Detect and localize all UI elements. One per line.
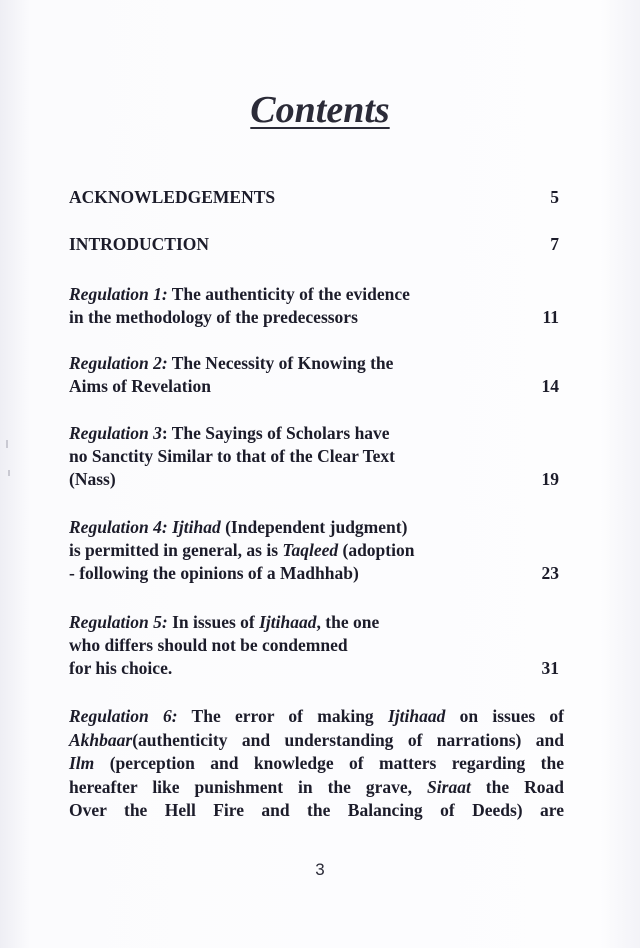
scan-speck [6,440,8,448]
toc-entry-text: Aims of Revelation [69,376,211,396]
toc-entry-text: the Road [470,776,564,797]
toc-entry-text: Over the Hell Fire and the Balancing of Deeds) are [69,800,564,820]
toc-page-number: 7 [550,234,559,254]
toc-entry-text: (authenticity and understanding of narrations) and [132,729,564,750]
regulation-label: Regulation 6: [69,706,178,726]
toc-entry-text: (Nass) [69,469,116,489]
toc-entry-regulation-4 [69,516,559,585]
italic-term: Taqleed [282,540,339,560]
toc-page-number: 19 [541,469,559,489]
toc-entry-text: on issues of [445,706,564,726]
toc-entry-text: ACKNOWLEDGEMENTS [69,187,276,207]
toc-entry-text: (Independent judgment) [220,517,408,537]
regulation-label: Regulation 4: [69,517,168,537]
italic-term: Ijtihad [172,517,221,537]
italic-term: Akhbaar [69,729,133,750]
toc-entry-text: hereafter like punishment in the grave, [69,776,428,797]
italic-term: Ilm [69,753,95,773]
toc-entry-text: (perception and knowledge of matters regarding the [94,753,564,773]
toc-entry-text: who differs should not be condemned [69,635,348,655]
toc-entry-text: for his choice. [69,658,173,678]
toc-entry-regulation-5 [69,611,559,680]
toc-entry-text: The error of making [177,706,388,726]
regulation-label: Regulation 2: [69,353,168,373]
toc-page-number: 23 [541,563,559,583]
toc-entry-text: is permitted in general, as is [69,540,283,560]
toc-page-number: 14 [541,376,559,396]
toc-entry-regulation-1 [69,283,559,329]
toc-page-number: 5 [550,187,559,207]
toc-entry-text: - following the opinions of a Madhhab) [69,563,359,583]
italic-term: Ijtihaad [259,612,317,632]
toc-entry-acknowledgements [69,186,559,209]
toc-entry-text: no Sanctity Similar to that of the Clear Text [69,446,396,466]
regulation-label: Regulation 5: [69,612,168,632]
toc-entry-regulation-2 [69,352,559,398]
toc-entry-text: in the methodology of the predecessors [69,307,358,327]
italic-term: Ijtihaad [387,706,446,726]
toc-page-number: 11 [542,307,559,327]
toc-entry-regulation-3 [69,422,559,491]
toc-entry-text: , the one [316,612,380,632]
toc-entry-text: INTRODUCTION [69,234,210,254]
toc-entry-text: (adoption [342,540,415,560]
toc-page-number: 31 [541,658,559,678]
regulation-label: Regulation 1: [69,284,168,304]
toc-entry-text: In issues of [167,612,260,632]
toc-entry-introduction [69,233,559,256]
toc-entry-text: The authenticity of the evidence [167,284,410,304]
regulation-label: Regulation 3 [69,423,162,443]
page-number: 3 [315,860,325,879]
scan-speck [8,470,10,476]
toc-entry-text: : The Sayings of Scholars have [161,423,390,443]
toc-entry-text: The Necessity of Knowing the [167,353,394,373]
toc-entry-regulation-6 [69,705,564,823]
page-title: Contents [250,89,390,131]
italic-term: Siraat [427,776,471,797]
